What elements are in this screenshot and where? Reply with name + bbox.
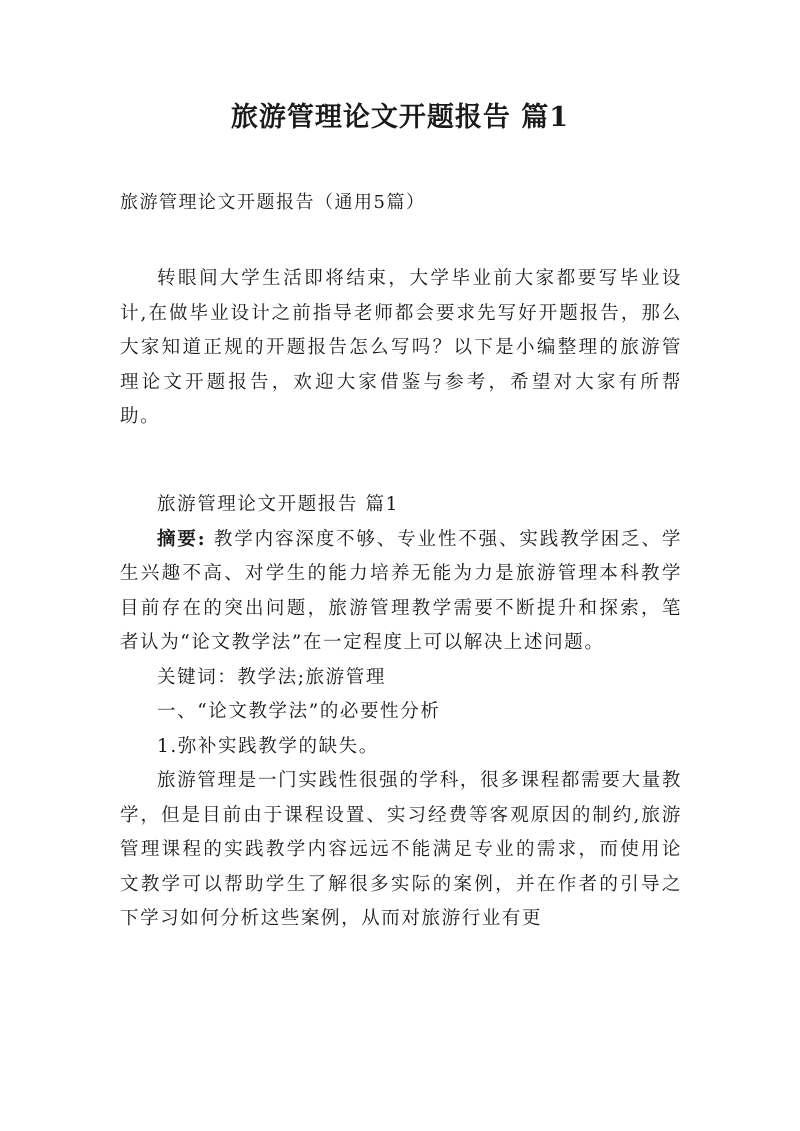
document-subtitle: 旅游管理论文开题报告（通用5篇）: [120, 192, 426, 213]
part1-heading: 一、“论文教学法”的必要性分析: [157, 701, 441, 722]
part1-paragraph: 旅游管理是一门实践性很强的学科，很多课程都需要大量教学，但是目前由于课程设置、实习经费等客观原因的制约,旅游管理课程的实践教学内容远远不能满足专业的需求，而使用论文教学可以帮助学生了解很多实际的案例，并在作者的引导之下学习如何分析这些案例，从而对旅游行业有更: [120, 770, 682, 929]
section-heading: 旅游管理论文开题报告 篇1: [157, 494, 399, 515]
keywords-line: 关键词：教学法;旅游管理: [157, 666, 386, 688]
section-block: [120, 488, 682, 937]
document-title: 旅游管理论文开题报告 篇1: [230, 102, 570, 133]
abstract-label: 摘要:: [157, 528, 207, 550]
abstract-text: 教学内容深度不够、专业性不强、实践教学困乏、学生兴趣不高、对学生的能力培养无能为力是旅游管理本科教学目前存在的突出问题，旅游管理教学需要不断提升和探索，笔者认为“论文教学法”在一定程度上可以解决上述问题。: [120, 528, 682, 653]
part1-subheading: 1.弥补实践教学的缺失。: [157, 735, 379, 757]
abstract-paragraph: [120, 523, 682, 661]
intro-block: [120, 262, 682, 435]
intro-paragraph: 转眼间大学生活即将结束，大学毕业前大家都要写毕业设计,在做毕业设计之前指导老师都会要求先写好开题报告，那么大家知道正规的开题报告怎么写吗？以下是小编整理的旅游管理论文开题报告，欢迎大家借鉴与参考，希望对大家有所帮助。: [120, 268, 682, 427]
